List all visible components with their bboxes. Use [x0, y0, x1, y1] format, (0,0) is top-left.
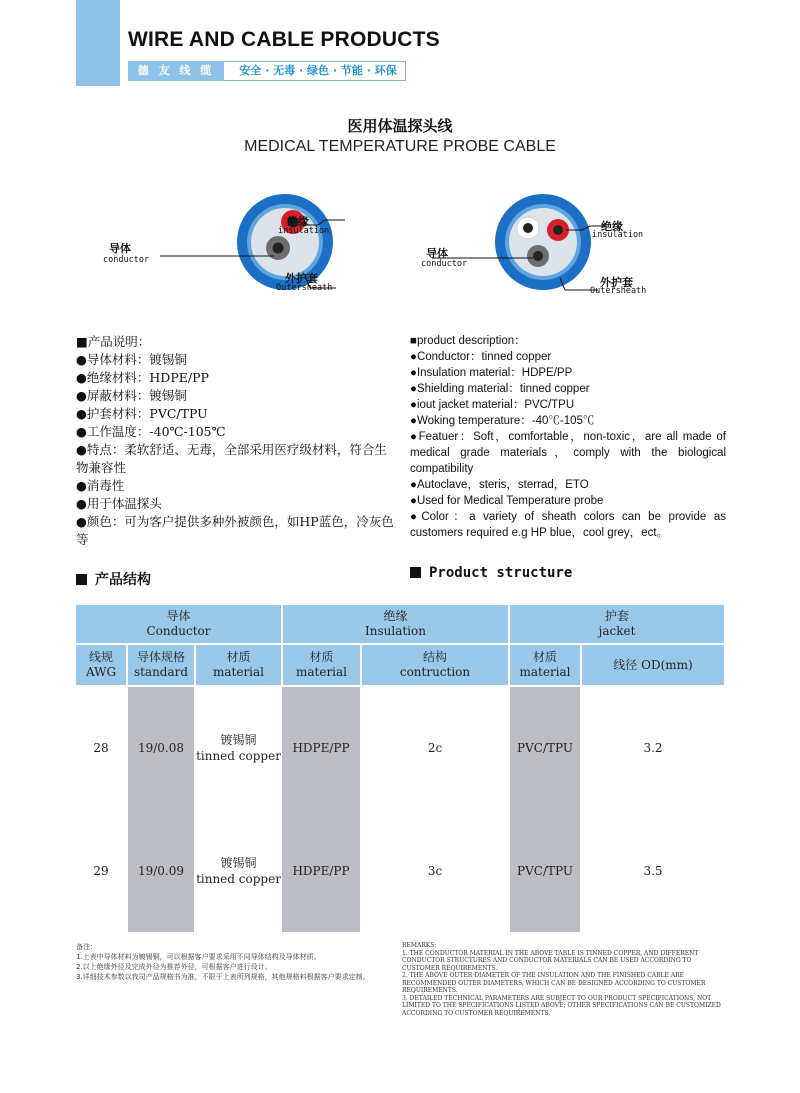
table-cell-od: 3.2 [643, 741, 663, 755]
label-insulation-en: insulation [278, 226, 330, 236]
square-bullet-icon [76, 574, 87, 585]
table-col-awg: 线规 AWG [76, 645, 126, 685]
label-sheath-en: Outersheath [276, 283, 333, 293]
table-gray-column-insulation [282, 687, 360, 932]
description-en [410, 333, 726, 541]
description-cn [76, 333, 398, 549]
table-cell-construction: 2c [427, 741, 443, 755]
description-en-line: ●Insulation material：HDPE/PP [410, 367, 573, 379]
table-cell-jacket: PVC/TPU [517, 864, 573, 878]
table-cell-conductor-material: 镀锡铜 tinned copper [196, 733, 281, 763]
description-cn-line: ●消毒性 [76, 478, 125, 493]
label-conductor-cn: 导体 [426, 247, 448, 260]
table-cell-insulation: HDPE/PP [292, 864, 350, 878]
brand-slogan: 安全 · 无毒 · 绿色 · 节能 · 环保 [239, 64, 397, 77]
notes-en-line: 3. DETAILED TECHNICAL PARAMETERS ARE SUBJECT TO OUR PRODUCT SPECIFICATIONS, NOT LIMITED TO THE SPECIFICATIONS LISTED ABOVE; OTHER SPECIFICATIONS CAN BE CUSTOMIZED ACCORDING TO CUSTOMER REQUIREMENTS. [402, 994, 721, 1017]
table-cell-insulation: HDPE/PP [292, 741, 350, 755]
table-col-od: 线径 OD(mm) [582, 645, 724, 685]
notes-cn-line: 1.上表中导体材料为镀锡铜，可以根据客户要求采用不同导体结构及导体材质。 [76, 953, 321, 961]
brand-name: 德 友 线 缆 [128, 61, 224, 81]
square-bullet-icon [410, 567, 421, 578]
table-col-jacket-material: 材质 material [510, 645, 580, 685]
product-title-en: MEDICAL TEMPERATURE PROBE CABLE [244, 138, 556, 155]
description-cn-line: ●颜色：可为客户提供多种外被颜色，如HP蓝色，冷灰色等 [76, 514, 394, 547]
conductor-core-red [553, 225, 563, 235]
table-cell-standard: 19/0.09 [137, 864, 185, 878]
conductor-core-white [523, 223, 533, 233]
description-en-line: ●Color：a variety of sheath colors can be provide as customers required e.g HP blue，cool grey，ect。 [410, 511, 726, 539]
description-en-heading: ■product description： [410, 335, 526, 347]
table-col-insulation-material: 材质 material [283, 645, 360, 685]
label-insulation-cn: 绝缘 [287, 215, 309, 228]
notes-cn-line: 2.以上绝缘外径及完成外径为推荐外径，可根据客户进行设计。 [76, 963, 272, 971]
description-en-line: ●iout jacket material：PVC/TPU [410, 399, 575, 411]
table-cell-construction: 3c [427, 864, 443, 878]
notes-en-heading: REMARKS: [402, 942, 437, 949]
description-cn-line: ●屏蔽材料：镀锡铜 [76, 388, 187, 403]
notes-cn [76, 942, 396, 982]
product-title-cn: 医用体温探头线 [347, 117, 453, 135]
table-cell-jacket: PVC/TPU [517, 741, 573, 755]
section-heading-en: Product structure [410, 565, 572, 581]
table-group-conductor: 导体 Conductor [76, 605, 281, 643]
conductor-core-gray [533, 251, 543, 261]
description-en-line: ●Featuer：Soft，comfortable，non-toxic，are all made of medical grade materials，comply with the biological compatibility [410, 431, 726, 475]
description-en-line: ●Shielding material：tinned copper [410, 383, 590, 395]
label-insulation-en: insulation [592, 230, 644, 240]
table-cell-od: 3.5 [643, 864, 663, 878]
table-cell-standard: 19/0.08 [137, 741, 185, 755]
notes-cn-heading: 备注： [76, 943, 97, 951]
description-en-line: ●Autoclave，steris，sterrad，ETO [410, 479, 589, 491]
conductor-core-gray [273, 243, 284, 254]
table-cell-awg: 29 [93, 864, 109, 878]
notes-en [402, 942, 726, 1017]
description-cn-line: ●护套材料：PVC/TPU [76, 406, 208, 421]
table-col-standard: 导体规格 standard [128, 645, 194, 685]
notes-en-line: 1. THE CONDUCTOR MATERIAL IN THE ABOVE TABLE IS TINNED COPPER, AND DIFFERENT CONDUCTOR STRUCTURES AND CONDUCTOR MATERIALS CAN BE USED ACCORDING TO CUSTOMER REQUIREMENTS. [402, 949, 699, 972]
description-en-line: ●Conductor：tinned copper [410, 351, 552, 363]
notes-en-line: 2. THE ABOVE OUTER DIAMETER OF THE INSULATION AND THE FINISHED CABLE ARE RECOMMENDED OUTER DIAMETERS, WHICH CAN BE DESIGNED ACCORDING TO CUSTOMER REQUIREMENTS. [402, 972, 706, 994]
description-en-line: ●Woking temperature：-40℃-105℃ [410, 415, 595, 427]
description-cn-line: ●绝缘材料：HDPE/PP [76, 370, 209, 385]
table-gray-column-standard [128, 687, 194, 932]
label-conductor-cn: 导体 [109, 242, 131, 255]
description-cn-heading: ■产品说明： [76, 334, 151, 349]
table-col-construction: 结构 contruction [362, 645, 508, 685]
table-cell-conductor-material: 镀锡铜 tinned copper [196, 856, 281, 886]
table-col-conductor-material: 材质 material [196, 645, 281, 685]
label-insulation-cn: 绝缘 [601, 220, 623, 233]
label-sheath-en: Outersheath [590, 286, 647, 296]
header-accent-tab [76, 0, 120, 86]
filler-shape [509, 208, 577, 276]
table-cell-awg: 28 [93, 741, 109, 755]
description-cn-line: ●用于体温探头 [76, 496, 162, 511]
notes-cn-line: 3.详细技术参数以我司产品规格书为准，不限于上表所列规格，其他规格料根据客户要求定制。 [76, 973, 370, 981]
label-conductor-en: conductor [421, 259, 468, 269]
description-cn-line: ●导体材料：镀锡铜 [76, 352, 187, 367]
table-group-jacket: 护套 jacket [510, 605, 724, 643]
table-group-insulation: 绝缘 Insulation [283, 605, 508, 643]
description-cn-line: ●工作温度：-40℃-105℃ [76, 424, 226, 439]
description-cn-line: ●特点：柔软舒适、无毒，全部采用医疗级材料，符合生物兼容性 [76, 442, 387, 475]
table-gray-column-jacket [510, 687, 580, 932]
label-sheath-cn: 外护套 [285, 272, 318, 285]
section-heading-cn: 产品结构 [76, 569, 151, 589]
label-sheath-cn: 外护套 [600, 276, 633, 289]
label-conductor-en: conductor [103, 255, 150, 265]
description-en-line: ●Used for Medical Temperature probe [410, 495, 604, 507]
header-title: WIRE AND CABLE PRODUCTS [128, 28, 440, 51]
